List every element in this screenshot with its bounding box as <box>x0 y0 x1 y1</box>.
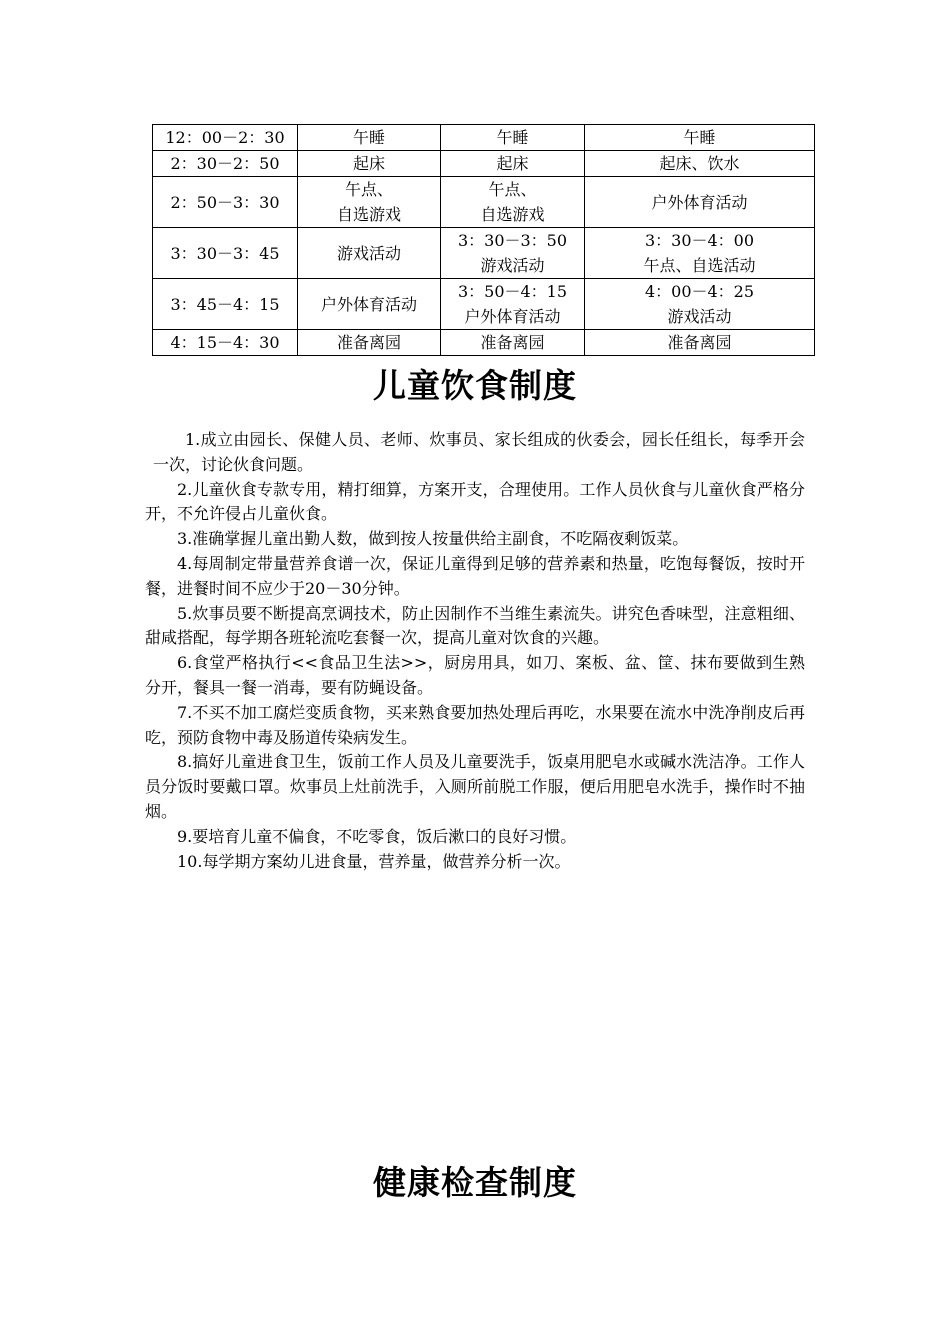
schedule-cell-line: 准备离园 <box>480 333 545 352</box>
diet-rule-item: 5.炊事员要不断提高烹调技术，防止因制作不当维生素流失。讲究色香味型，注意粗细、甜咸搭配，每学期各班轮流吃套餐一次，提高儿童对饮食的兴趣。 <box>145 603 805 648</box>
schedule-activity-cell <box>585 228 815 279</box>
schedule-body <box>153 125 815 356</box>
schedule-activity-cell <box>441 177 585 228</box>
schedule-cell-line: 午点、自选活动 <box>643 256 756 275</box>
diet-rule-item: 3.准确掌握儿童出勤人数，做到按人按量供给主副食，不吃隔夜剩饭菜。 <box>177 529 689 549</box>
diet-rule-item <box>145 428 805 478</box>
schedule-cell-line: 准备离园 <box>667 333 732 352</box>
schedule-activity-cell <box>585 177 815 228</box>
schedule-cell-line: 午睡 <box>683 128 716 147</box>
schedule-cell-line: 户外体育活动 <box>464 307 561 326</box>
schedule-time-cell: 4：15－4：30 <box>153 330 298 356</box>
diet-rule-item: 4.每周制定带量营养食谱一次，保证儿童得到足够的营养素和热量，吃饱每餐饭，按时开餐，进餐时间不应少于20－30分钟。 <box>145 553 805 598</box>
schedule-activity-cell <box>585 151 815 177</box>
schedule-time-cell: 3：30－3：45 <box>153 228 298 279</box>
schedule-cell-line: 起床 <box>352 154 385 173</box>
schedule-activity-cell <box>298 177 441 228</box>
schedule-cell-line: 午睡 <box>352 128 385 147</box>
schedule-activity-cell <box>298 125 441 151</box>
diet-rule-item: 2.儿童伙食专款专用，精打细算，方案开支，合理使用。工作人员伙食与儿童伙食严格分开，不允许侵占儿童伙食。 <box>145 479 805 524</box>
schedule-cell-line: 准备离园 <box>336 333 401 352</box>
schedule-row <box>153 330 815 356</box>
schedule-cell-line: 3：50－4：15 <box>457 282 568 301</box>
diet-rule-text: 1.成立由园长、保健人员、老师、炊事员、家长组成的伙委会，园长任组长，每季开会一次，讨论伙食问题。 <box>153 430 805 474</box>
schedule-activity-cell <box>441 330 585 356</box>
diet-rule-item: 8.搞好儿童进食卫生，饭前工作人员及儿童要洗手，饭桌用肥皂水或碱水洗洁净。工作人员分饭时要戴口罩。炊事员上灶前洗手，入厕所前脱工作服，便后用肥皂水洗手，操作时不抽烟。 <box>145 752 805 821</box>
schedule-activity-cell <box>585 125 815 151</box>
schedule-cell-line: 3：30－3：50 <box>457 231 568 250</box>
diet-policy-title: 儿童饮食制度 <box>373 366 577 405</box>
schedule-cell-line: 自选游戏 <box>480 205 545 224</box>
schedule-time-cell: 2：50－3：30 <box>153 177 298 228</box>
schedule-activity-cell <box>298 279 441 330</box>
diet-rule-item: 7.不买不加工腐烂变质食物，买来熟食要加热处理后再吃，水果要在流水中洗净削皮后再吃，预防食物中毒及肠道传染病发生。 <box>145 702 805 747</box>
schedule-cell-line: 游戏活动 <box>667 307 732 326</box>
schedule-activity-cell <box>441 228 585 279</box>
schedule-row <box>153 177 815 228</box>
schedule-cell-line: 午点、 <box>488 180 537 199</box>
schedule-cell-line: 午睡 <box>496 128 529 147</box>
schedule-row <box>153 279 815 330</box>
schedule-activity-cell <box>441 151 585 177</box>
schedule-time-cell: 12：00－2：30 <box>153 125 298 151</box>
schedule-cell-line: 起床 <box>496 154 529 173</box>
daily-schedule-table <box>152 124 815 356</box>
schedule-activity-cell <box>298 330 441 356</box>
diet-rule-item: 9.要培育儿童不偏食，不吃零食，饭后漱口的良好习惯。 <box>177 826 577 846</box>
schedule-cell-line: 户外体育活动 <box>651 192 748 212</box>
schedule-cell-line: 游戏活动 <box>480 256 545 275</box>
schedule-row <box>153 151 815 177</box>
diet-rule-item: 6.食堂严格执行<<食品卫生法>>，厨房用具，如刀、案板、盆、筐、抹布要做到生熟分开，餐具一餐一消毒，要有防蝇设备。 <box>145 653 805 697</box>
schedule-activity-cell <box>298 228 441 279</box>
schedule-cell-line: 3：30－4：00 <box>644 231 755 250</box>
schedule-cell-line: 4：00－4：25 <box>644 282 755 301</box>
schedule-activity-cell <box>585 330 815 356</box>
schedule-row <box>153 125 815 151</box>
diet-policy-rules <box>145 428 805 874</box>
schedule-activity-cell <box>441 125 585 151</box>
schedule-cell-line: 游戏活动 <box>336 243 401 263</box>
schedule-cell-line: 午点、 <box>344 180 393 199</box>
schedule-cell-line: 户外体育活动 <box>320 294 417 314</box>
schedule-activity-cell <box>585 279 815 330</box>
schedule-time-cell: 3：45－4：15 <box>153 279 298 330</box>
health-check-policy-title: 健康检查制度 <box>373 1163 577 1202</box>
schedule-cell-line: 自选游戏 <box>336 205 401 224</box>
schedule-row <box>153 228 815 279</box>
schedule-activity-cell <box>441 279 585 330</box>
diet-rule-item: 10.每学期方案幼儿进食量，营养量，做营养分析一次。 <box>177 851 571 871</box>
schedule-time-cell: 2：30－2：50 <box>153 151 298 177</box>
schedule-cell-line: 起床、饮水 <box>659 154 740 173</box>
schedule-activity-cell <box>298 151 441 177</box>
